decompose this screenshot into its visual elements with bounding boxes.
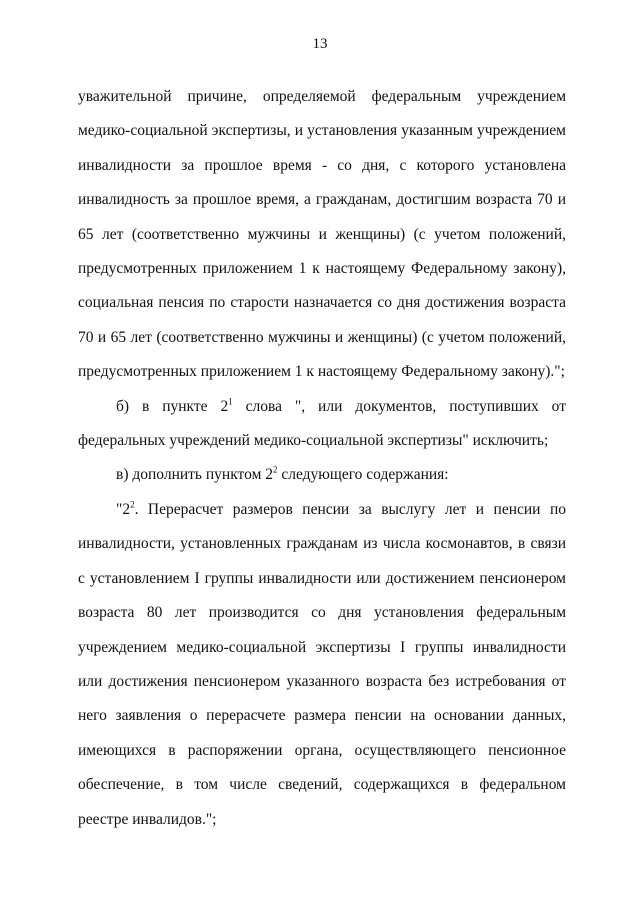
- document-body: [78, 80, 566, 837]
- paragraph-continuation: уважительной причине, определяемой федеральным учреждением медико-социальной экспертизы, и установления указанным учреждением инвалидности за прошлое время - со дня, с которого установлена инвалидность за прошлое время, а гражданам, достигшим возраста 70 и 65 лет (соответственно мужчины и женщины) (с учетом положений, предусмотренных приложением 1 к настоящему Федеральному закону), социальная пенсия по старости назначается со дня достижения возраста 70 и 65 лет (соответственно мужчины и женщины) (с учетом положений, предусмотренных приложением 1 к настоящему Федеральному закону).";: [78, 88, 566, 381]
- paragraph-item-b: [78, 390, 566, 459]
- paragraph-new-clause: [78, 493, 566, 837]
- item-v-text-start: в) дополнить пунктом 2: [116, 466, 273, 484]
- item-b-superscript: 1: [228, 396, 233, 407]
- clause-superscript: 2: [130, 499, 135, 510]
- item-v-text-end: следующего содержания:: [277, 466, 449, 484]
- item-b-text-end: слова ", или документов, поступивших от федеральных учреждений медико-социальной экспертизы" исключить;: [78, 397, 566, 450]
- page-number: 13: [312, 36, 328, 52]
- paragraph-item-v: [78, 458, 566, 492]
- item-b-text-start: б) в пункте 2: [116, 397, 229, 415]
- item-v-superscript: 2: [273, 465, 278, 476]
- clause-text-start: "2: [116, 500, 131, 518]
- clause-text-end: . Перерасчет размеров пенсии за выслугу лет и пенсии по инвалидности, установленных гражданам из числа космонавтов, в связи с установлением I группы инвалидности или достижением пенсионером возраста 80 лет производится со дня установления федеральным учреждением медико-социальной экспертизы I группы инвалидности или достижения пенсионером указанного возраста без истребования от него заявления о перерасчете размера пенсии на основании данных, имеющихся в распоряжении органа, осуществляющего пенсионное обеспечение, в том числе сведений, содержащихся в федеральном реестре инвалидов.";: [78, 500, 566, 828]
